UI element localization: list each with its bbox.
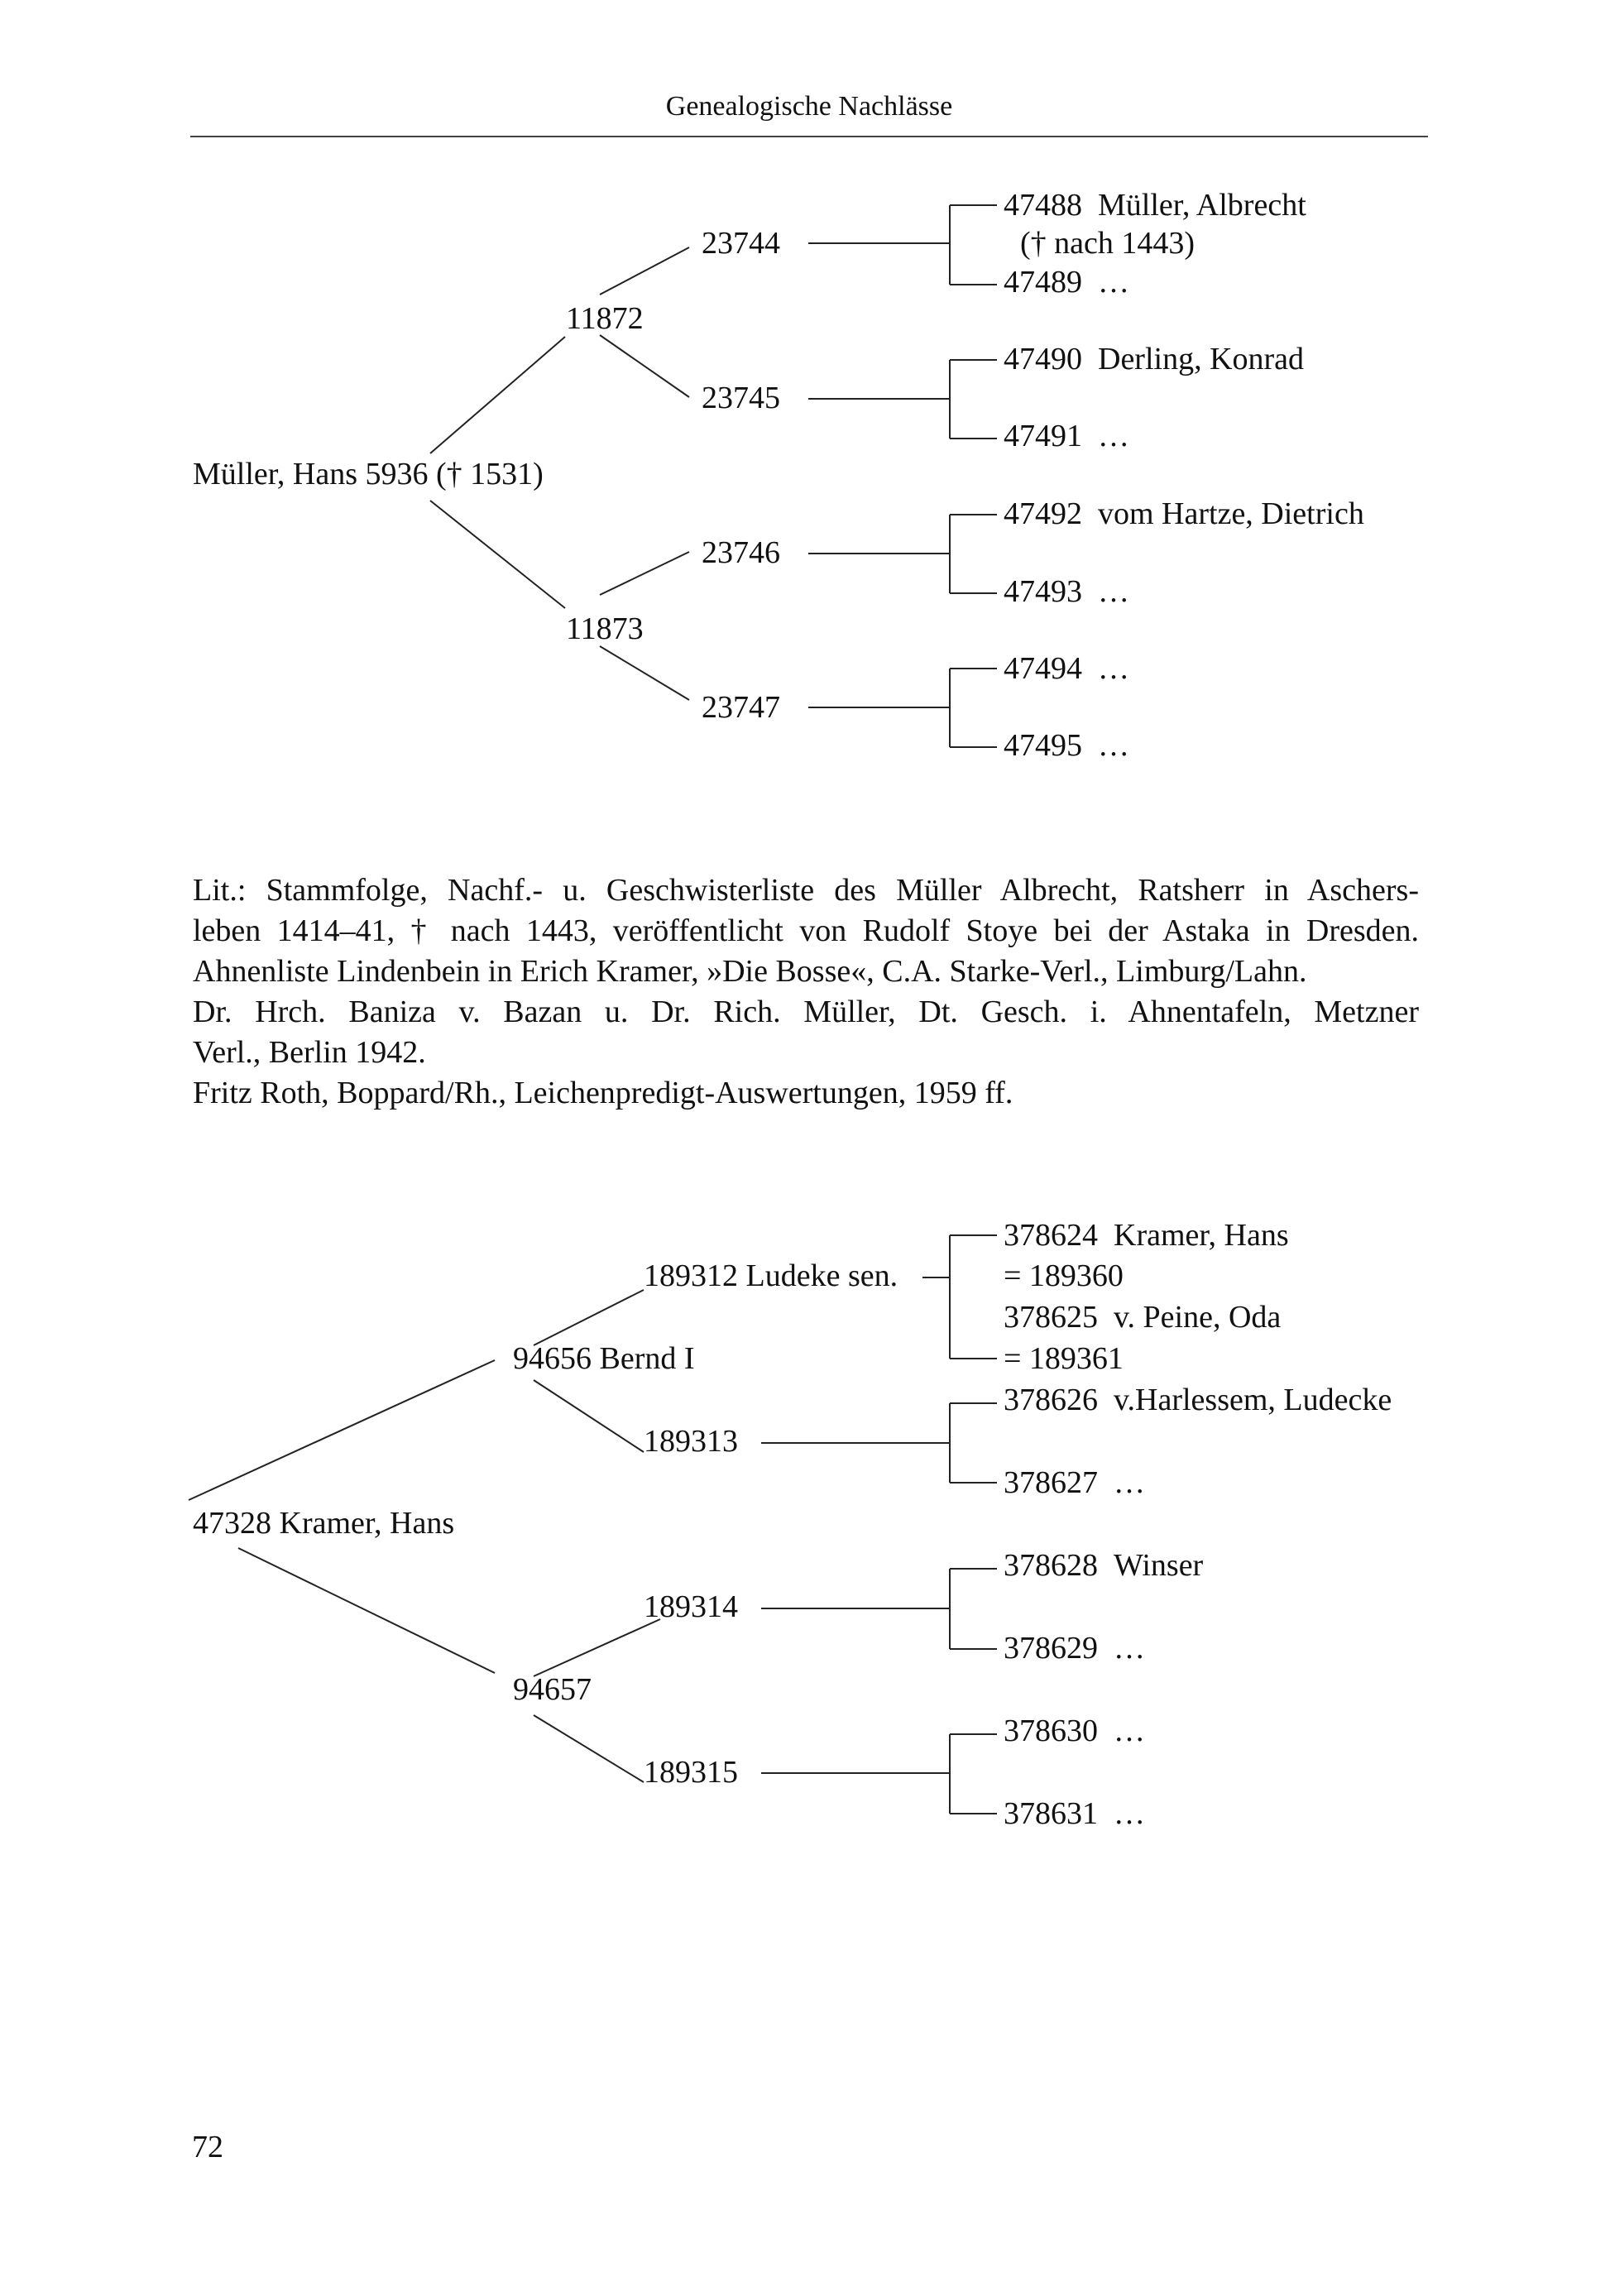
tree2-ancestor — [1004, 1216, 1289, 1254]
ancestor-number: 47495 — [1004, 728, 1082, 763]
ancestor-name: v. Peine, Oda — [1114, 1300, 1282, 1335]
tree1-ancestor — [1004, 417, 1129, 455]
tree1-ancestor — [1004, 263, 1129, 301]
running-header: Genealogische Nachlässe — [665, 91, 953, 122]
ancestor-name: … — [1098, 651, 1129, 686]
ancestor-number: 47493 — [1004, 574, 1082, 609]
ancestor-number: 378631 — [1004, 1796, 1098, 1831]
tree1-gen2-node: 23747 — [702, 690, 780, 725]
literature-references — [193, 870, 1419, 1114]
tree1-ancestor — [1004, 495, 1364, 533]
ancestor-name: … — [1098, 574, 1129, 609]
tree2-ancestor — [1004, 1381, 1392, 1419]
ancestor-name: … — [1098, 419, 1129, 453]
tree2-gen2-node: 189314 — [644, 1589, 738, 1624]
literature-line: Dr. Hrch. Baniza v. Bazan u. Dr. Rich. Müller, Dt. Gesch. i. Ahnentafeln, Metzner — [193, 995, 1419, 1029]
tree1-gen2-node: 23745 — [702, 381, 780, 415]
tree1-ancestor — [1004, 649, 1129, 688]
ancestor-name: v.Harlessem, Ludecke — [1114, 1383, 1392, 1417]
tree1-ancestor — [1004, 186, 1306, 224]
tree2-gen2-node: 189313 — [644, 1424, 738, 1459]
ancestor-name: … — [1114, 1465, 1145, 1500]
ancestor-number: 378627 — [1004, 1465, 1098, 1500]
ancestor-number: 47494 — [1004, 651, 1082, 686]
ancestor-name: … — [1114, 1796, 1145, 1831]
literature-line: leben 1414–41, † nach 1443, veröffentlicht von Rudolf Stoye bei der Astaka in Dresden. — [193, 913, 1419, 948]
tree2-gen2-node: 189315 — [644, 1755, 738, 1790]
literature-line: Fritz Roth, Boppard/Rh., Leichenpredigt-Auswertungen, 1959 ff. — [193, 1076, 1013, 1110]
tree2-gen1-node: 94656 Bernd I — [513, 1341, 695, 1376]
ancestor-name: … — [1114, 1714, 1145, 1748]
tree2-gen1-node: 94657 — [513, 1672, 592, 1707]
tree1-gen1-node: 11872 — [566, 301, 644, 336]
tree2-ancestor — [1004, 1298, 1281, 1336]
tree2-ancestor — [1004, 1795, 1145, 1833]
ancestor-number: 378628 — [1004, 1548, 1098, 1583]
literature-line: Verl., Berlin 1942. — [193, 1035, 426, 1070]
tree1-root: Müller, Hans 5936 († 1531) — [193, 457, 544, 491]
ancestor-number: 47490 — [1004, 342, 1082, 376]
ancestor-number: 378625 — [1004, 1300, 1098, 1335]
tree1-gen2-node: 23746 — [702, 535, 780, 570]
ancestor-number: 378629 — [1004, 1631, 1098, 1666]
tree2-ancestor — [1004, 1629, 1145, 1667]
tree2-ancestor — [1004, 1712, 1145, 1750]
ancestor-number: 47489 — [1004, 265, 1082, 300]
tree2-ancestor — [1004, 1464, 1145, 1502]
ancestor-number: 378626 — [1004, 1383, 1098, 1417]
ancestor-name: … — [1098, 728, 1129, 763]
tree2-root: 47328 Kramer, Hans — [193, 1506, 455, 1541]
ancestor-name: … — [1098, 265, 1129, 300]
literature-line: Ahnenliste Lindenbein in Erich Kramer, »Die Bosse«, C.A. Starke-Verl., Limburg/Lahn. — [193, 954, 1307, 989]
tree1-gen2-node: 23744 — [702, 226, 780, 261]
tree2-ancestor-note: = 189361 — [1004, 1341, 1124, 1376]
tree2-gen2-node: 189312 Ludeke sen. — [644, 1258, 898, 1293]
tree2-ancestor-note: = 189360 — [1004, 1258, 1124, 1293]
ancestor-name: Derling, Konrad — [1098, 342, 1305, 376]
ancestor-number: 47488 — [1004, 188, 1082, 223]
literature-line: Lit.: Stammfolge, Nachf.- u. Geschwisterliste des Müller Albrecht, Ratsherr in Aschers- — [193, 873, 1419, 908]
ancestor-name: Kramer, Hans — [1114, 1218, 1289, 1253]
ancestor-name: … — [1114, 1631, 1145, 1666]
ancestor-number: 378630 — [1004, 1714, 1098, 1748]
tree1-ancestor — [1004, 726, 1129, 765]
ancestor-number: 47492 — [1004, 496, 1082, 531]
page-number: 72 — [192, 2130, 223, 2164]
ancestor-name: vom Hartze, Dietrich — [1098, 496, 1364, 531]
tree2-ancestor — [1004, 1546, 1203, 1584]
ancestor-number: 47491 — [1004, 419, 1082, 453]
ancestor-name: Winser — [1114, 1548, 1204, 1583]
tree1-ancestor-note: († nach 1443) — [1020, 226, 1196, 261]
tree1-gen1-node: 11873 — [566, 611, 644, 646]
ancestor-number: 378624 — [1004, 1218, 1098, 1253]
tree1-ancestor — [1004, 340, 1304, 378]
tree1-ancestor — [1004, 573, 1129, 611]
ancestor-name: Müller, Albrecht — [1098, 188, 1306, 223]
